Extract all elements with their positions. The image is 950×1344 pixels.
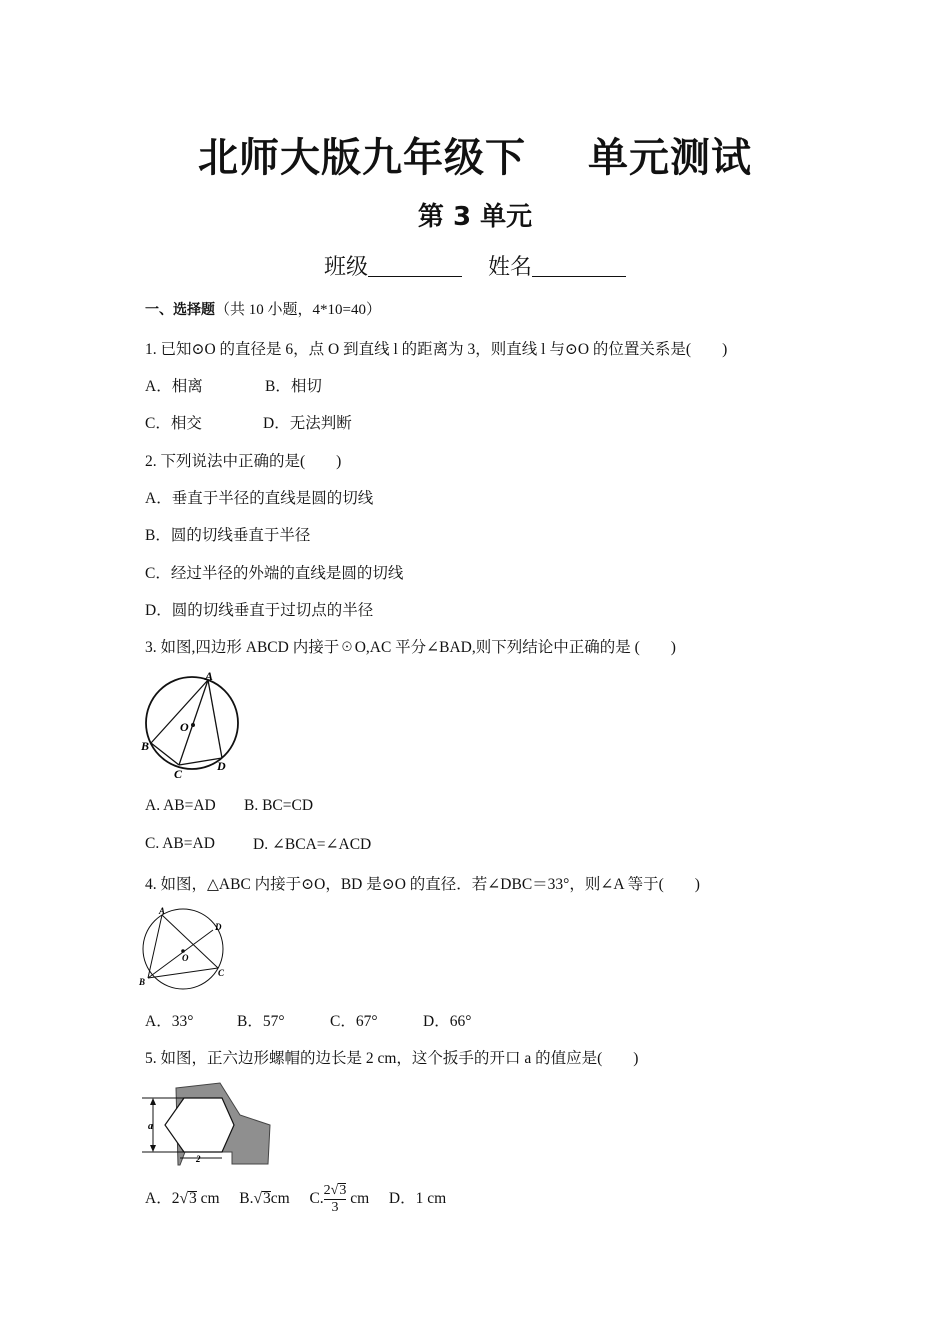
q5-label-2: 2 bbox=[196, 1154, 201, 1164]
q4-label-b: B bbox=[139, 977, 146, 987]
q1-option-a[interactable]: A．相离 bbox=[145, 378, 203, 395]
q2-option-c[interactable]: C．经过半径的外端的直线是圆的切线 bbox=[145, 565, 404, 582]
q3-option-a[interactable]: A. AB=AD bbox=[145, 797, 216, 814]
q1-option-b[interactable]: B．相切 bbox=[265, 378, 322, 395]
q5-wrench-figure bbox=[140, 1080, 275, 1168]
q1-option-d[interactable]: D．无法判断 bbox=[263, 415, 352, 432]
q4-option-d[interactable]: D．66° bbox=[423, 1013, 472, 1030]
section-note: （共 10 小题，4*10=40） bbox=[215, 302, 381, 318]
q5-options-row bbox=[145, 1183, 446, 1216]
question-2-stem: 2. 下列说法中正确的是( ) bbox=[145, 453, 342, 470]
unit-subtitle: 第 3 单元 bbox=[417, 202, 533, 232]
q4-circle-figure bbox=[138, 904, 233, 996]
name-blank[interactable] bbox=[532, 254, 626, 277]
q4-label-c: C bbox=[218, 968, 225, 978]
question-4-stem: 4. 如图，△ABC 内接于⊙O，BD 是⊙O 的直径．若∠DBC＝33°，则∠A 等于( ) bbox=[145, 876, 700, 893]
sqrt-symbol: √ bbox=[179, 1190, 188, 1208]
q2-option-a[interactable]: A．垂直于半径的直线是圆的切线 bbox=[145, 490, 374, 507]
q5-option-d[interactable]: D．1 cm bbox=[388, 1190, 447, 1208]
section-heading bbox=[145, 298, 381, 319]
title-right: 单元测试 bbox=[588, 135, 752, 181]
q3-label-b: B bbox=[141, 739, 150, 753]
q5-option-b[interactable]: B.√3cm bbox=[239, 1190, 290, 1208]
question-1-stem: 1. 已知⊙O 的直径是 6，点 O 到直线 l 的距离为 3，则直线 l 与⊙O 的位置关系是( ) bbox=[145, 341, 728, 358]
question-3-stem: 3. 如图,四边形 ABCD 内接于☉O,AC 平分∠BAD,则下列结论中正确的是 ( ) bbox=[145, 639, 676, 656]
q3-label-d: D bbox=[217, 759, 226, 773]
page-title bbox=[0, 126, 950, 183]
name-label: 姓名 bbox=[488, 255, 533, 280]
q5-option-a[interactable]: A．2√3 cm bbox=[145, 1190, 220, 1208]
q4-option-a[interactable]: A．33° bbox=[145, 1013, 194, 1030]
sqrt-symbol: √ bbox=[253, 1190, 263, 1208]
section-title: 一、选择题 bbox=[145, 302, 215, 318]
class-label: 班级 bbox=[323, 255, 368, 280]
q4-option-b[interactable]: B．57° bbox=[237, 1013, 285, 1030]
q5-label-a: a bbox=[148, 1121, 153, 1132]
q4-option-c[interactable]: C．67° bbox=[330, 1013, 378, 1030]
q3-label-c: C bbox=[174, 767, 183, 781]
q5-option-c[interactable]: C. $\frac{2√3}{3}$ cm bbox=[309, 1183, 370, 1215]
question-5-stem: 5. 如图，正六边形螺帽的边长是 2 cm，这个扳手的开口 a 的值应是( ) bbox=[145, 1050, 639, 1067]
q3-circle-figure bbox=[140, 668, 250, 783]
fraction: $\frac{2√3}{3}$ bbox=[323, 1183, 347, 1215]
q4-label-d: D bbox=[215, 922, 222, 932]
q1-option-c[interactable]: C．相交 bbox=[145, 415, 202, 432]
q4-label-a: A bbox=[159, 906, 166, 916]
q3-option-b[interactable]: B. BC=CD bbox=[244, 797, 314, 814]
q3-option-c[interactable]: C. AB=AD bbox=[145, 835, 215, 852]
q2-option-d[interactable]: D．圆的切线垂直于过切点的半径 bbox=[145, 602, 374, 619]
q2-option-b[interactable]: B．圆的切线垂直于半径 bbox=[145, 527, 311, 544]
q4-label-o: O bbox=[182, 953, 189, 963]
title-left: 北师大版九年级下 bbox=[198, 135, 526, 181]
q3-label-o: O bbox=[180, 720, 189, 734]
class-name-line bbox=[0, 250, 950, 281]
q3-option-d[interactable]: D. ∠BCA=∠ACD bbox=[253, 836, 372, 853]
q3-label-a: A bbox=[205, 669, 214, 683]
class-blank[interactable] bbox=[368, 254, 462, 277]
